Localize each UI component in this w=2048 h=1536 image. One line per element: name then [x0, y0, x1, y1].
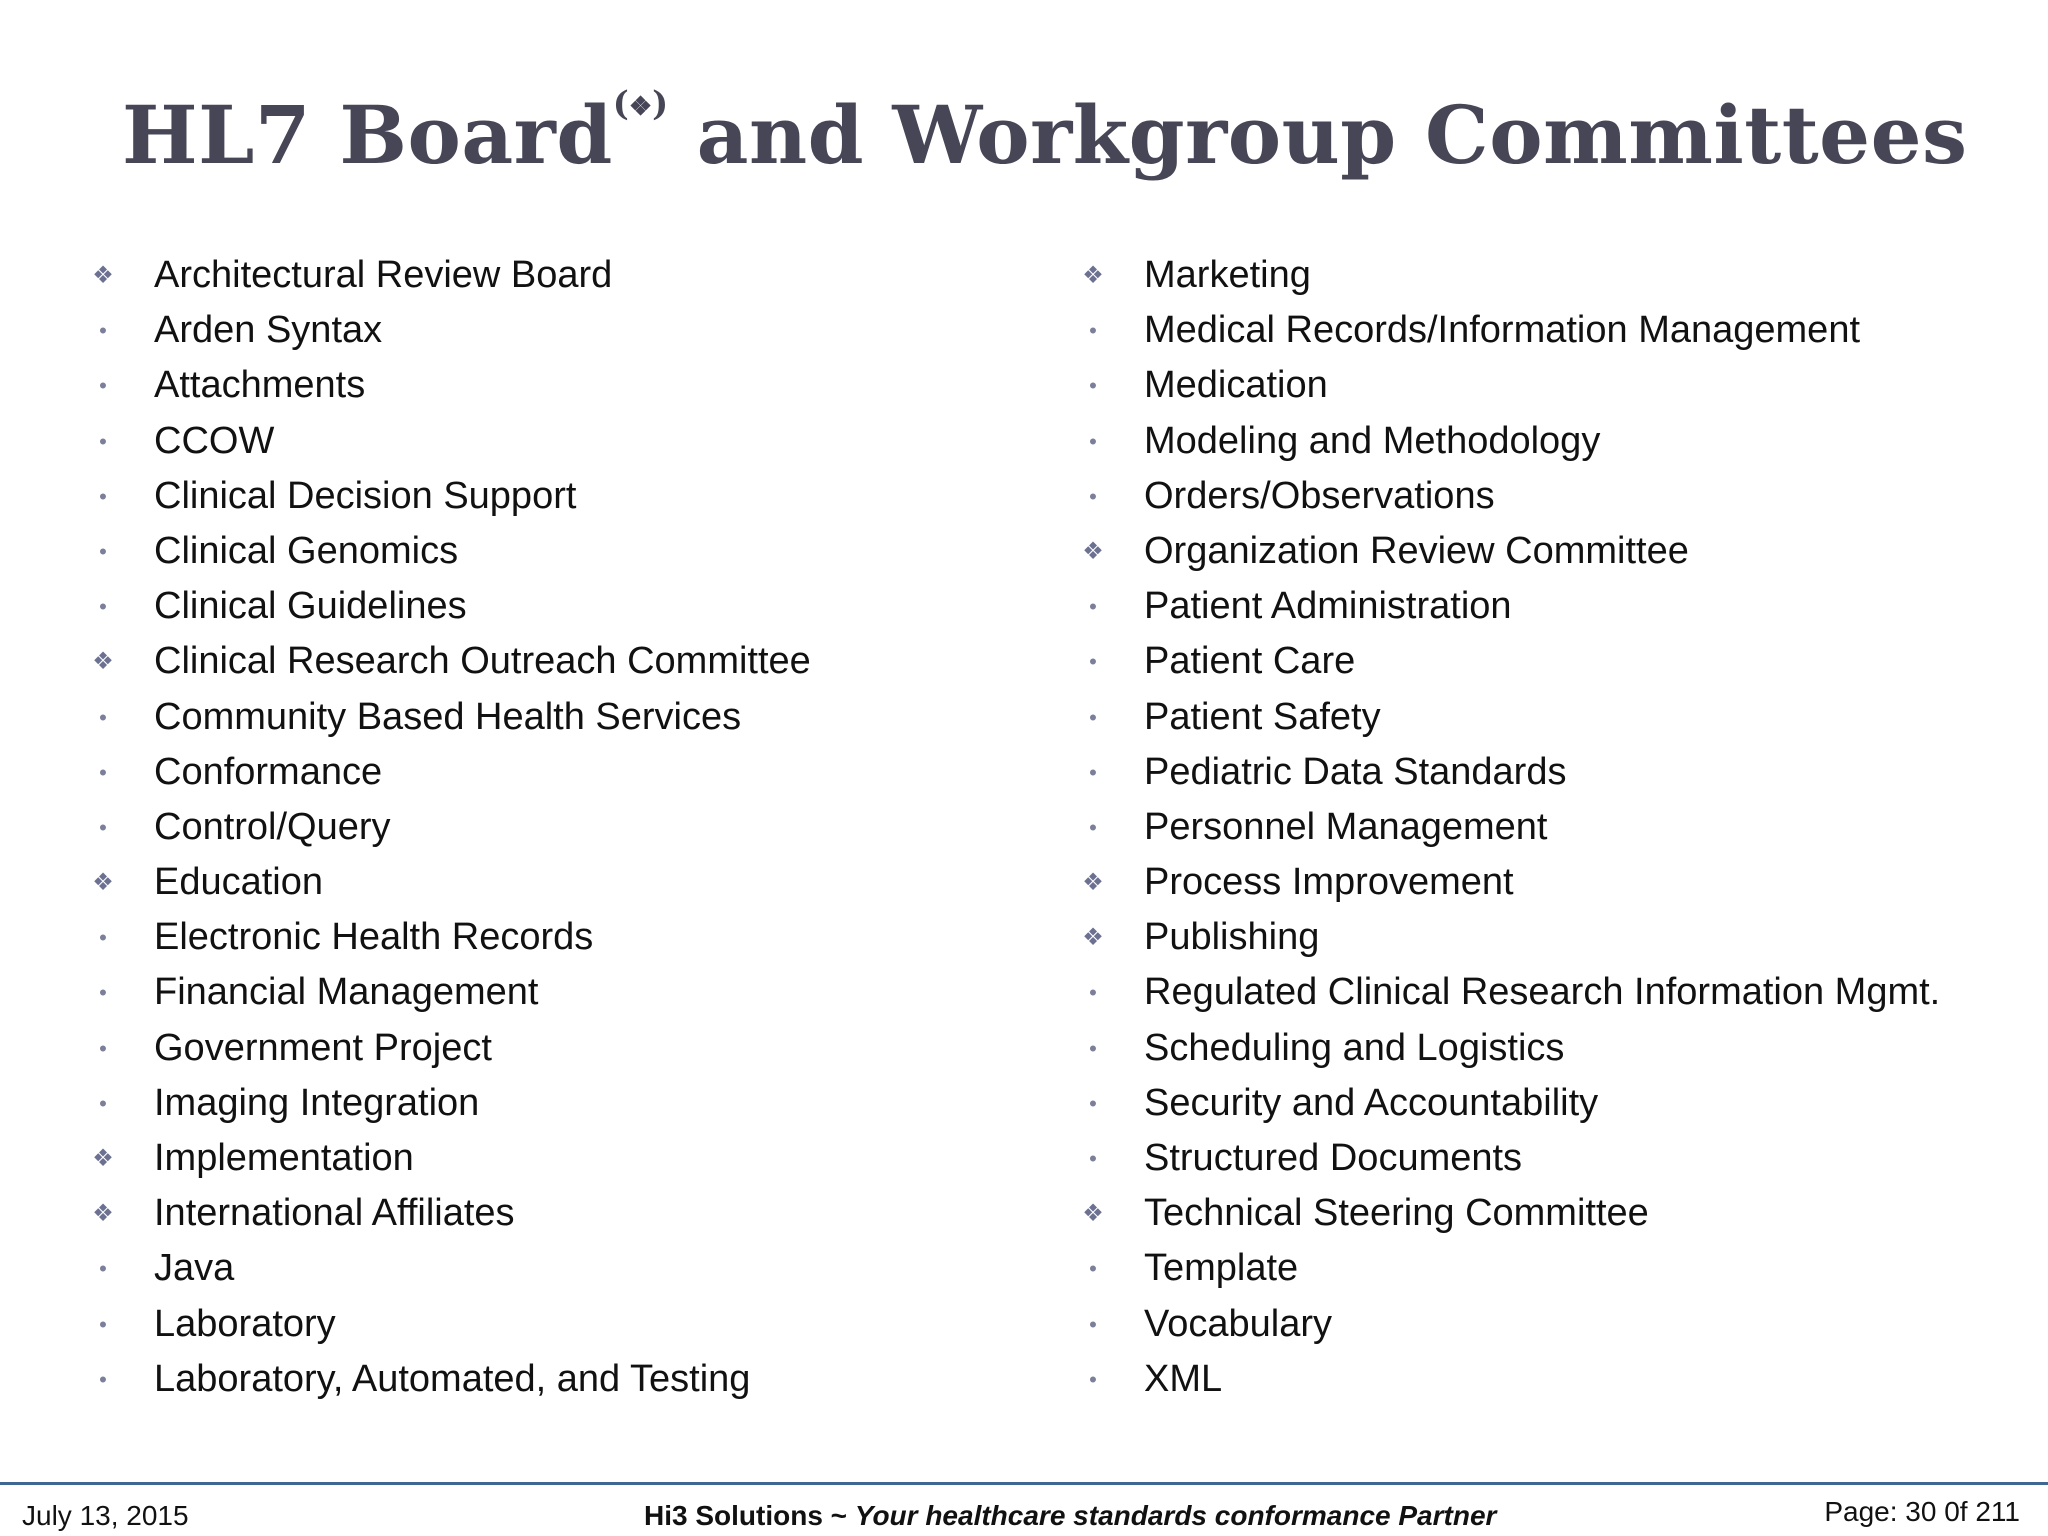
committee-label: Process Improvement [1144, 861, 1514, 904]
committee-label: Publishing [1144, 916, 1320, 959]
footer-divider [0, 1482, 2048, 1485]
title-superscript: (❖) [612, 84, 669, 124]
dot-bullet-icon: • [1089, 483, 1097, 509]
board-diamond-icon: ❖ [628, 92, 653, 122]
dot-bullet-icon: • [99, 538, 107, 564]
dot-bullet-icon: • [99, 814, 107, 840]
committee-label: Clinical Research Outreach Committee [154, 640, 811, 683]
committee-label: XML [1144, 1357, 1223, 1400]
committee-label: Modeling and Methodology [1144, 419, 1601, 462]
title-rest: and Workgroup Committees [668, 88, 1968, 182]
committee-label: Marketing [1144, 254, 1311, 296]
slide-title [122, 84, 1968, 182]
dot-bullet-icon: • [1089, 373, 1097, 399]
committee-label: Vocabulary [1144, 1302, 1333, 1345]
dot-bullet-icon: • [99, 1035, 107, 1061]
diamond-bullet-icon: ❖ [1082, 537, 1104, 565]
committee-label: Security and Accountability [1144, 1081, 1599, 1124]
diamond-bullet-icon: ❖ [92, 1200, 114, 1228]
dot-bullet-icon: • [1089, 980, 1097, 1006]
committee-label: Laboratory [154, 1302, 336, 1345]
committee-label: Organization Review Committee [1144, 529, 1689, 572]
committee-label: Education [154, 861, 324, 904]
dot-bullet-icon: • [99, 373, 107, 399]
diamond-bullet-icon: ❖ [92, 1145, 114, 1172]
dot-bullet-icon: • [99, 1366, 107, 1392]
dot-bullet-icon: • [99, 483, 107, 509]
dot-bullet-icon: • [1089, 704, 1097, 730]
committee-label: Community Based Health Services [154, 695, 742, 738]
diamond-bullet-icon: ❖ [92, 869, 114, 897]
diamond-bullet-icon: ❖ [92, 262, 114, 289]
dot-bullet-icon: • [1089, 759, 1097, 785]
dot-bullet-icon: • [1089, 649, 1097, 675]
footer-tagline: Your healthcare standards conformance Partner [854, 1500, 1497, 1531]
dot-bullet-icon: • [1089, 1311, 1097, 1337]
dot-bullet-icon: • [99, 1090, 107, 1116]
dot-bullet-icon: • [99, 594, 107, 620]
committee-label: Pediatric Data Standards [1144, 750, 1567, 793]
committee-label: Structured Documents [1144, 1137, 1523, 1179]
dot-bullet-icon: • [1089, 1366, 1097, 1392]
committee-label: Clinical Genomics [154, 529, 459, 572]
committee-label: Personnel Management [1144, 805, 1548, 848]
committee-label: Medical Records/Information Management [1144, 309, 1861, 352]
committee-label: Architectural Review Board [154, 254, 613, 296]
committee-label: Patient Safety [1144, 695, 1381, 738]
dot-bullet-icon: • [99, 704, 107, 730]
diamond-bullet-icon: ❖ [1082, 1200, 1104, 1228]
committee-label: Clinical Decision Support [154, 474, 577, 517]
committee-label: Regulated Clinical Research Information Mgmt. [1144, 971, 1941, 1014]
dot-bullet-icon: • [99, 925, 107, 951]
committee-label: Control/Query [154, 805, 391, 848]
committee-label: Java [154, 1247, 235, 1290]
committee-label: Laboratory, Automated, and Testing [154, 1357, 751, 1400]
dot-bullet-icon: • [1089, 1090, 1097, 1116]
dot-bullet-icon: • [1089, 814, 1097, 840]
diamond-bullet-icon: ❖ [92, 648, 114, 676]
dot-bullet-icon: • [99, 759, 107, 785]
diamond-bullet-icon: ❖ [1082, 869, 1104, 897]
dot-bullet-icon: • [1089, 318, 1097, 344]
committee-label: Attachments [154, 364, 366, 407]
committee-label: Arden Syntax [154, 309, 383, 352]
footer-date: July 13, 2015 [22, 1500, 189, 1531]
committee-label: Conformance [154, 750, 383, 793]
committee-label: Technical Steering Committee [1144, 1192, 1649, 1235]
committee-label: International Affiliates [154, 1192, 515, 1235]
dot-bullet-icon: • [99, 1256, 107, 1282]
committee-label: Imaging Integration [154, 1081, 480, 1124]
footer-company [644, 1500, 1496, 1532]
committee-label: Medication [1144, 364, 1328, 407]
dot-bullet-icon: • [1089, 594, 1097, 620]
footer-page-number: Page: 30 0f 211 [1824, 1496, 2020, 1527]
committee-label: Implementation [154, 1137, 414, 1179]
committee-label: Scheduling and Logistics [1144, 1026, 1565, 1069]
diamond-bullet-icon: ❖ [1082, 262, 1104, 289]
committee-label: Electronic Health Records [154, 916, 594, 959]
committee-label: Patient Administration [1144, 585, 1512, 628]
committee-label: Orders/Observations [1144, 474, 1495, 517]
dot-bullet-icon: • [99, 1311, 107, 1337]
dot-bullet-icon: • [99, 428, 107, 454]
title-main: HL7 Board [122, 88, 613, 182]
dot-bullet-icon: • [1089, 1256, 1097, 1282]
committee-label: Financial Management [154, 971, 539, 1014]
committee-label: Template [1144, 1247, 1299, 1290]
footer-company-name: Hi3 Solutions ~ [644, 1500, 855, 1531]
committee-label: Government Project [154, 1026, 492, 1069]
dot-bullet-icon: • [99, 980, 107, 1006]
diamond-bullet-icon: ❖ [1082, 924, 1104, 952]
committee-label: CCOW [154, 419, 275, 462]
dot-bullet-icon: • [1089, 1146, 1097, 1171]
committee-label: Clinical Guidelines [154, 585, 467, 628]
committee-label: Patient Care [1144, 640, 1356, 683]
dot-bullet-icon: • [1089, 1035, 1097, 1061]
dot-bullet-icon: • [99, 318, 107, 344]
dot-bullet-icon: • [1089, 428, 1097, 454]
